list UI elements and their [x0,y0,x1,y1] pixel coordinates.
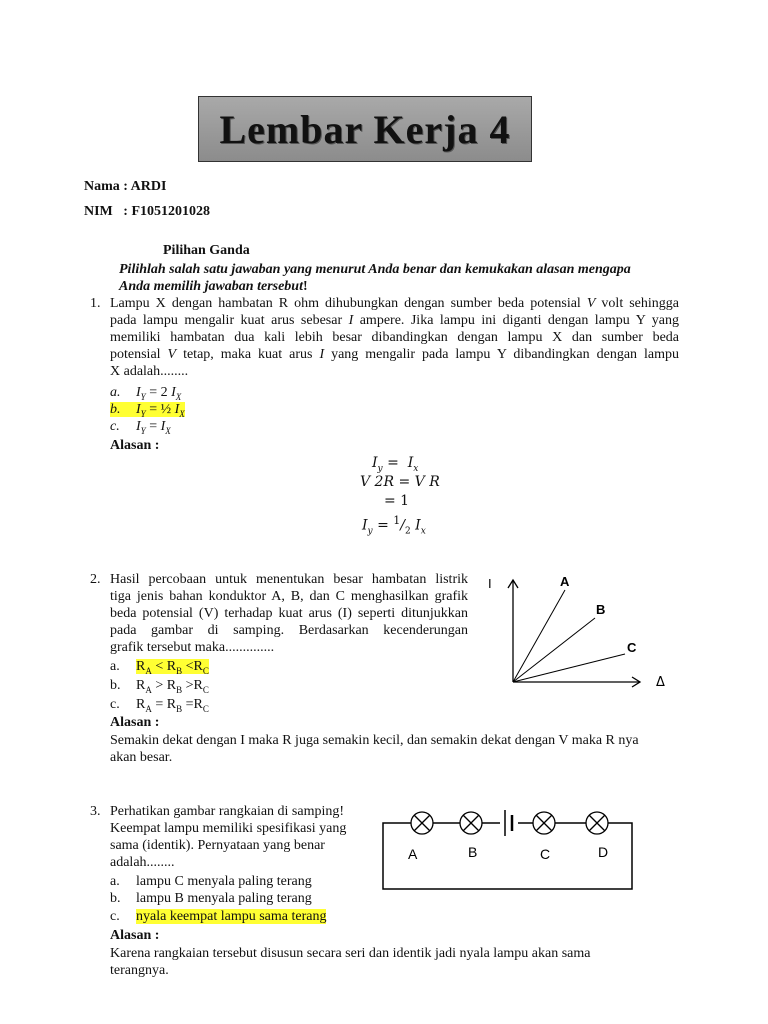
q1-text: Lampu X dengan hambatan R ohm dihubungkan dengan sumber beda potensial V volt sehingga pada lampu mengalir kuat arus sebesar I ampere. Jika lampu ini diganti dengan lampu Y yang memiliki hambatan dua kali lebih besar dibandingkan dengan lampu X dan sumber beda potensial V tetap, maka kuat arus I yang mengalir pada lampu Y dibandingkan dengan lampu X adalah........ [110,296,680,379]
graph-label-b: B [596,602,606,617]
q2-number: 2. [90,572,101,587]
q1-option-c[interactable]: c. $I_Y = I_X$ [110,419,171,436]
name-label: Nama : [84,179,131,194]
student-nim: F1051201028 [131,204,210,219]
q1-math-line-4: $I_y = ^1/_2$ $I_x$ [362,514,426,537]
q3-number: 3. [90,804,101,819]
q1-option-a[interactable]: a. $I_Y = 2$ $I_X$ [110,385,182,402]
q2-graph [480,568,680,698]
name-line [84,178,166,195]
graph-x-label: Δ [656,675,665,690]
q2-option-c[interactable]: c. $R_A = R_B =R_C$ [110,697,209,714]
q1-reason-label: Alasan : [110,438,160,453]
student-name: ARDI [130,179,167,194]
lamp-a-icon [411,812,433,834]
q1-math-line-1: $I_y = I_x$ [372,455,419,474]
instruction-line-2: Anda memilih jawaban tersebut! [119,279,308,294]
graph-label-a: A [560,574,570,589]
q3-circuit [380,802,636,892]
q2-option-b[interactable]: b. $R_A > R_B >R_C$ [110,678,209,695]
lamp-d-icon [586,812,608,834]
lamp-c-icon [533,812,555,834]
q3-text: Perhatikan gambar rangkaian di samping! Keempat lampu memiliki spesifikasi yang sama (identik). Pernyataan yang benar adalah........ [110,804,347,870]
q1-number: 1. [90,296,101,311]
q3-option-a[interactable]: a. lampu C menyala paling terang [110,874,312,889]
graph-line-b [513,618,595,682]
q1-option-b[interactable]: b. $I_Y$ = ½ $I_X$ [110,402,185,419]
battery-icon [500,810,518,836]
q1-math-line-2: V 2R = V R [360,474,440,490]
nim-line [84,203,210,220]
q2-text: Hasil percobaan untuk menentukan besar hambatan listrik tiga jenis bahan konduktor A, B, dan C menghasilkan grafik beda potensial (V) terhadap kuat arus (I) seperti ditunjukkan pada gambar di samping. Berdasarkan kecenderungan grafik tersebut maka.............. [110,572,468,655]
q2-reason-label: Alasan : [110,715,160,730]
graph-line-a [513,590,565,682]
q1-math-line-3: = 1 [384,493,410,509]
worksheet-title-box [198,96,532,162]
graph-label-c: C [627,640,637,655]
circuit-label-d: D [598,844,609,860]
circuit-label-c: C [540,846,551,862]
circuit-label-a: A [408,846,418,862]
worksheet-title: Lembar Kerja 4 [219,106,511,152]
graph-line-c [513,654,625,682]
q2-reason: Semakin dekat dengan I maka R juga semakin kecil, dan semakin dekat dengan V maka R nya akan besar. [110,733,639,765]
section-heading: Pilihan Ganda [163,243,250,258]
q2-option-a[interactable]: a. $R_A < R_B <R_C$ [110,659,209,676]
q3-option-c[interactable]: c. nyala keempat lampu sama terang [110,909,327,924]
instruction-line-1: Pilihlah salah satu jawaban yang menurut Anda benar dan kemukakan alasan mengapa [119,262,631,277]
q3-reason-label: Alasan : [110,928,160,943]
q3-reason: Karena rangkaian tersebut disusun secara seri dan identik jadi nyala lampu akan sama terangnya. [110,946,591,978]
lamp-b-icon [460,812,482,834]
graph-y-label: I [488,576,492,591]
circuit-label-b: B [468,844,478,860]
nim-label: NIM : [84,204,132,219]
q3-option-b[interactable]: b. lampu B menyala paling terang [110,891,312,906]
